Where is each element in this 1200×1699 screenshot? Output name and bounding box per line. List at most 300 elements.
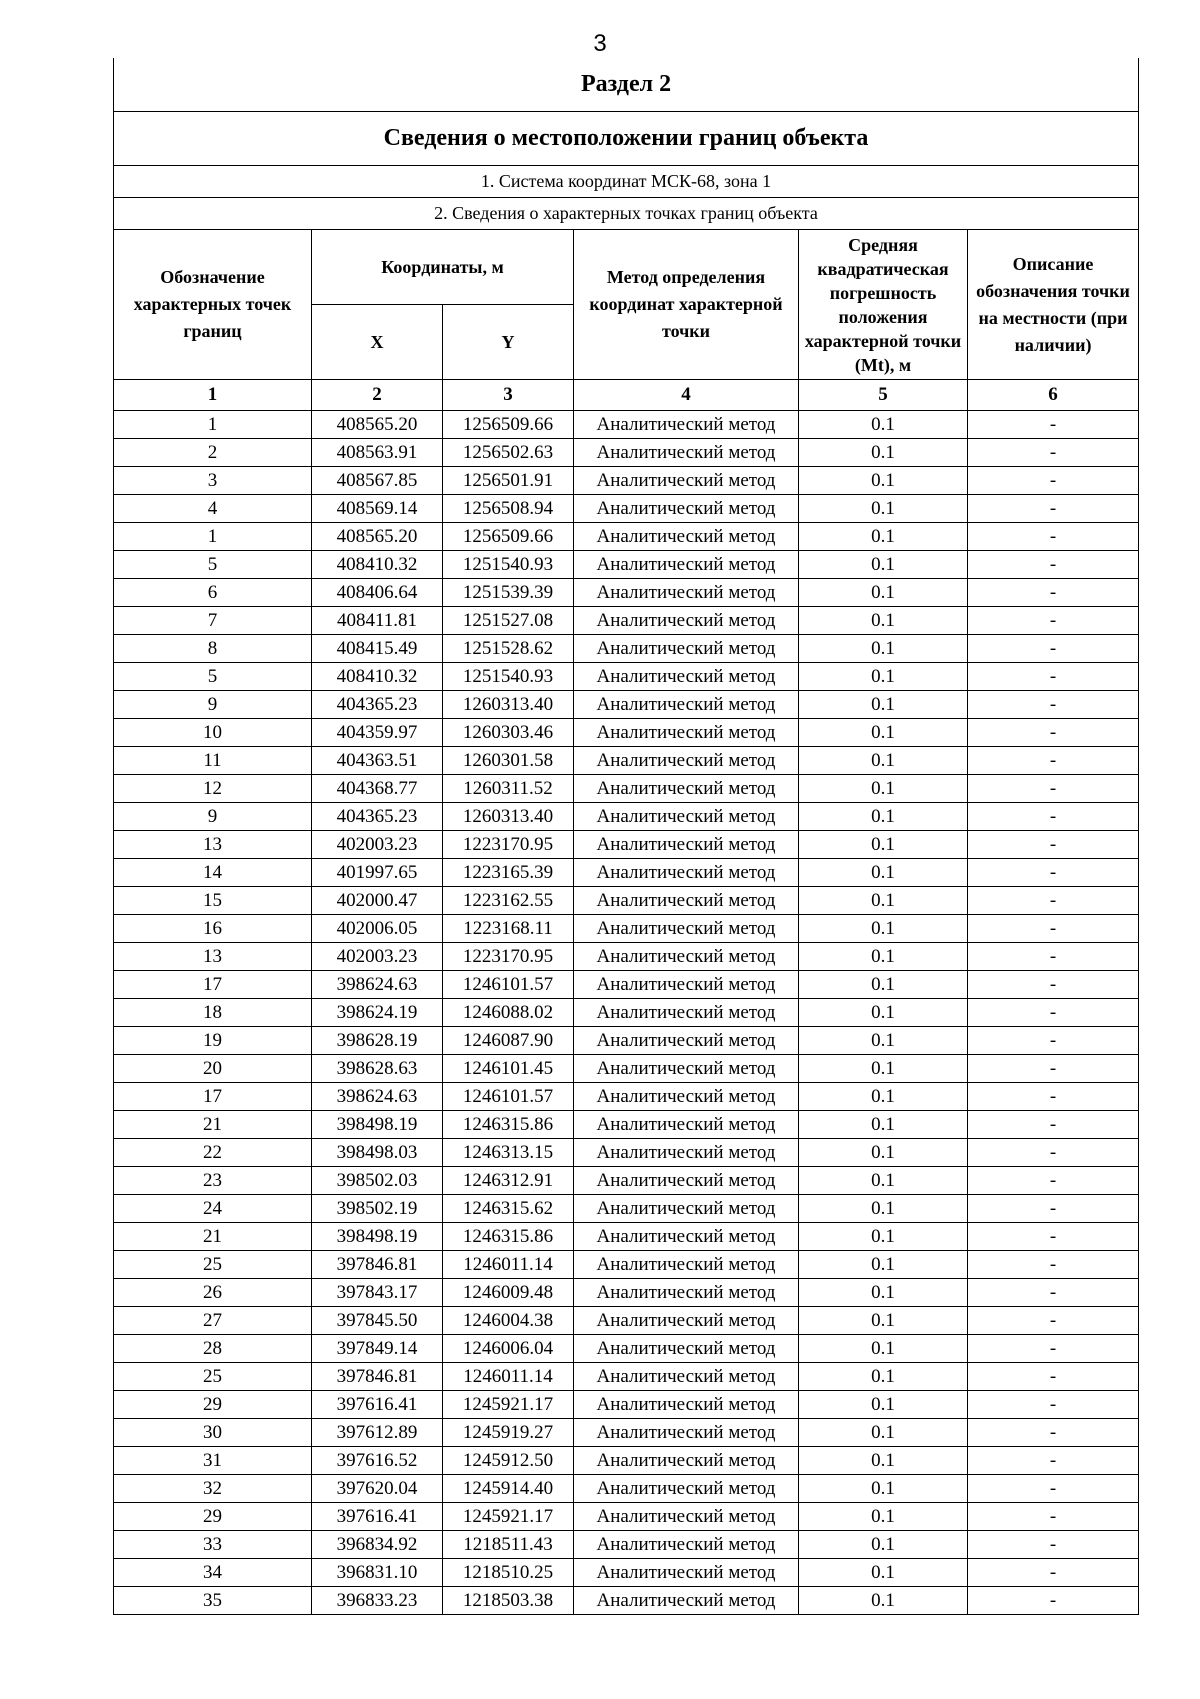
cell-method: Аналитический метод bbox=[574, 775, 799, 803]
cell-x: 404365.23 bbox=[312, 691, 443, 719]
cell-y: 1223162.55 bbox=[443, 887, 574, 915]
table-row bbox=[114, 1223, 1139, 1251]
cell-y: 1218503.38 bbox=[443, 1587, 574, 1615]
cell-point-number: 22 bbox=[114, 1139, 312, 1167]
cell-point-number: 1 bbox=[114, 411, 312, 439]
cell-point-number: 13 bbox=[114, 943, 312, 971]
table-row bbox=[114, 607, 1139, 635]
cell-description: - bbox=[968, 775, 1139, 803]
cell-point-number: 18 bbox=[114, 999, 312, 1027]
cell-description: - bbox=[968, 803, 1139, 831]
table-row bbox=[114, 1111, 1139, 1139]
column-number: 3 bbox=[443, 380, 574, 411]
document-title: Сведения о местоположении границ объекта bbox=[114, 112, 1139, 166]
column-number: 2 bbox=[312, 380, 443, 411]
cell-y: 1251528.62 bbox=[443, 635, 574, 663]
cell-description: - bbox=[968, 1307, 1139, 1335]
cell-error: 0.1 bbox=[799, 1363, 968, 1391]
table-row bbox=[114, 467, 1139, 495]
cell-method: Аналитический метод bbox=[574, 1503, 799, 1531]
header-method: Метод определения координат характерной точки bbox=[574, 230, 799, 380]
column-number: 6 bbox=[968, 380, 1139, 411]
cell-point-number: 26 bbox=[114, 1279, 312, 1307]
cell-description: - bbox=[968, 411, 1139, 439]
cell-y: 1223165.39 bbox=[443, 859, 574, 887]
cell-y: 1246009.48 bbox=[443, 1279, 574, 1307]
cell-error: 0.1 bbox=[799, 579, 968, 607]
cell-description: - bbox=[968, 1503, 1139, 1531]
cell-x: 408565.20 bbox=[312, 523, 443, 551]
header-y: Y bbox=[443, 305, 574, 380]
cell-error: 0.1 bbox=[799, 467, 968, 495]
table-row bbox=[114, 1587, 1139, 1615]
cell-error: 0.1 bbox=[799, 1027, 968, 1055]
column-number: 4 bbox=[574, 380, 799, 411]
cell-x: 397616.41 bbox=[312, 1503, 443, 1531]
cell-x: 404363.51 bbox=[312, 747, 443, 775]
cell-x: 398502.19 bbox=[312, 1195, 443, 1223]
cell-method: Аналитический метод bbox=[574, 1419, 799, 1447]
cell-point-number: 27 bbox=[114, 1307, 312, 1335]
cell-method: Аналитический метод bbox=[574, 495, 799, 523]
cell-y: 1246088.02 bbox=[443, 999, 574, 1027]
cell-method: Аналитический метод bbox=[574, 859, 799, 887]
cell-error: 0.1 bbox=[799, 635, 968, 663]
cell-method: Аналитический метод bbox=[574, 1223, 799, 1251]
cell-point-number: 31 bbox=[114, 1447, 312, 1475]
cell-method: Аналитический метод bbox=[574, 1251, 799, 1279]
cell-y: 1251540.93 bbox=[443, 551, 574, 579]
cell-description: - bbox=[968, 719, 1139, 747]
cell-method: Аналитический метод bbox=[574, 1055, 799, 1083]
cell-error: 0.1 bbox=[799, 1503, 968, 1531]
table-row bbox=[114, 915, 1139, 943]
cell-error: 0.1 bbox=[799, 1083, 968, 1111]
cell-error: 0.1 bbox=[799, 831, 968, 859]
cell-y: 1260313.40 bbox=[443, 803, 574, 831]
cell-point-number: 15 bbox=[114, 887, 312, 915]
cell-x: 397845.50 bbox=[312, 1307, 443, 1335]
cell-point-number: 13 bbox=[114, 831, 312, 859]
cell-point-number: 10 bbox=[114, 719, 312, 747]
cell-x: 404368.77 bbox=[312, 775, 443, 803]
cell-description: - bbox=[968, 1531, 1139, 1559]
table-row bbox=[114, 1279, 1139, 1307]
cell-description: - bbox=[968, 663, 1139, 691]
cell-error: 0.1 bbox=[799, 803, 968, 831]
cell-y: 1246312.91 bbox=[443, 1167, 574, 1195]
cell-y: 1251539.39 bbox=[443, 579, 574, 607]
cell-y: 1245914.40 bbox=[443, 1475, 574, 1503]
table-row bbox=[114, 1475, 1139, 1503]
cell-method: Аналитический метод bbox=[574, 915, 799, 943]
table-row bbox=[114, 663, 1139, 691]
cell-y: 1256509.66 bbox=[443, 523, 574, 551]
cell-method: Аналитический метод bbox=[574, 971, 799, 999]
cell-point-number: 30 bbox=[114, 1419, 312, 1447]
table-row bbox=[114, 1195, 1139, 1223]
cell-x: 396834.92 bbox=[312, 1531, 443, 1559]
table-row bbox=[114, 831, 1139, 859]
table-row bbox=[114, 1167, 1139, 1195]
table-row bbox=[114, 1055, 1139, 1083]
cell-method: Аналитический метод bbox=[574, 1027, 799, 1055]
table-row bbox=[114, 551, 1139, 579]
cell-error: 0.1 bbox=[799, 1587, 968, 1615]
cell-x: 398498.19 bbox=[312, 1111, 443, 1139]
cell-error: 0.1 bbox=[799, 1279, 968, 1307]
cell-error: 0.1 bbox=[799, 1419, 968, 1447]
cell-error: 0.1 bbox=[799, 1195, 968, 1223]
cell-error: 0.1 bbox=[799, 663, 968, 691]
cell-description: - bbox=[968, 915, 1139, 943]
cell-description: - bbox=[968, 1223, 1139, 1251]
cell-y: 1246011.14 bbox=[443, 1363, 574, 1391]
cell-method: Аналитический метод bbox=[574, 1531, 799, 1559]
cell-description: - bbox=[968, 1391, 1139, 1419]
cell-point-number: 12 bbox=[114, 775, 312, 803]
cell-x: 402006.05 bbox=[312, 915, 443, 943]
table-row bbox=[114, 1531, 1139, 1559]
cell-y: 1246313.15 bbox=[443, 1139, 574, 1167]
cell-error: 0.1 bbox=[799, 747, 968, 775]
cell-description: - bbox=[968, 495, 1139, 523]
cell-description: - bbox=[968, 1167, 1139, 1195]
cell-x: 404365.23 bbox=[312, 803, 443, 831]
cell-x: 408410.32 bbox=[312, 551, 443, 579]
page-number: 3 bbox=[593, 30, 607, 57]
table-row bbox=[114, 1391, 1139, 1419]
cell-y: 1218511.43 bbox=[443, 1531, 574, 1559]
cell-description: - bbox=[968, 887, 1139, 915]
table-row bbox=[114, 1251, 1139, 1279]
cell-x: 401997.65 bbox=[312, 859, 443, 887]
cell-description: - bbox=[968, 1559, 1139, 1587]
cell-error: 0.1 bbox=[799, 691, 968, 719]
cell-point-number: 3 bbox=[114, 467, 312, 495]
cell-error: 0.1 bbox=[799, 1167, 968, 1195]
cell-y: 1246101.45 bbox=[443, 1055, 574, 1083]
cell-y: 1260301.58 bbox=[443, 747, 574, 775]
table-row bbox=[114, 775, 1139, 803]
table-row bbox=[114, 635, 1139, 663]
cell-error: 0.1 bbox=[799, 971, 968, 999]
cell-description: - bbox=[968, 1447, 1139, 1475]
cell-description: - bbox=[968, 1083, 1139, 1111]
cell-x: 408565.20 bbox=[312, 411, 443, 439]
cell-method: Аналитический метод bbox=[574, 1111, 799, 1139]
cell-error: 0.1 bbox=[799, 887, 968, 915]
cell-point-number: 34 bbox=[114, 1559, 312, 1587]
cell-x: 397843.17 bbox=[312, 1279, 443, 1307]
cell-y: 1223170.95 bbox=[443, 943, 574, 971]
cell-point-number: 19 bbox=[114, 1027, 312, 1055]
table-row bbox=[114, 691, 1139, 719]
cell-x: 396833.23 bbox=[312, 1587, 443, 1615]
cell-method: Аналитический метод bbox=[574, 1475, 799, 1503]
cell-x: 408406.64 bbox=[312, 579, 443, 607]
cell-error: 0.1 bbox=[799, 495, 968, 523]
cell-method: Аналитический метод bbox=[574, 439, 799, 467]
cell-x: 397616.52 bbox=[312, 1447, 443, 1475]
cell-x: 397620.04 bbox=[312, 1475, 443, 1503]
cell-x: 402003.23 bbox=[312, 943, 443, 971]
cell-description: - bbox=[968, 1335, 1139, 1363]
cell-error: 0.1 bbox=[799, 1307, 968, 1335]
cell-point-number: 9 bbox=[114, 803, 312, 831]
cell-y: 1260311.52 bbox=[443, 775, 574, 803]
cell-method: Аналитический метод bbox=[574, 663, 799, 691]
cell-method: Аналитический метод bbox=[574, 831, 799, 859]
cell-point-number: 32 bbox=[114, 1475, 312, 1503]
cell-point-number: 17 bbox=[114, 971, 312, 999]
table-row bbox=[114, 1139, 1139, 1167]
cell-method: Аналитический метод bbox=[574, 747, 799, 775]
cell-method: Аналитический метод bbox=[574, 1279, 799, 1307]
cell-point-number: 17 bbox=[114, 1083, 312, 1111]
table-row bbox=[114, 1559, 1139, 1587]
cell-method: Аналитический метод bbox=[574, 467, 799, 495]
cell-description: - bbox=[968, 831, 1139, 859]
cell-method: Аналитический метод bbox=[574, 1139, 799, 1167]
table-row bbox=[114, 1363, 1139, 1391]
cell-point-number: 21 bbox=[114, 1223, 312, 1251]
table-row bbox=[114, 747, 1139, 775]
cell-x: 397846.81 bbox=[312, 1363, 443, 1391]
cell-x: 402000.47 bbox=[312, 887, 443, 915]
cell-error: 0.1 bbox=[799, 943, 968, 971]
cell-y: 1256508.94 bbox=[443, 495, 574, 523]
cell-x: 398502.03 bbox=[312, 1167, 443, 1195]
cell-description: - bbox=[968, 691, 1139, 719]
cell-point-number: 9 bbox=[114, 691, 312, 719]
cell-point-number: 6 bbox=[114, 579, 312, 607]
cell-x: 408415.49 bbox=[312, 635, 443, 663]
table-row bbox=[114, 411, 1139, 439]
cell-y: 1218510.25 bbox=[443, 1559, 574, 1587]
cell-method: Аналитический метод bbox=[574, 1083, 799, 1111]
table-row bbox=[114, 495, 1139, 523]
points-rows bbox=[114, 411, 1139, 1615]
cell-point-number: 25 bbox=[114, 1251, 312, 1279]
cell-error: 0.1 bbox=[799, 1447, 968, 1475]
cell-error: 0.1 bbox=[799, 1111, 968, 1139]
cell-description: - bbox=[968, 747, 1139, 775]
cell-error: 0.1 bbox=[799, 1391, 968, 1419]
cell-description: - bbox=[968, 1279, 1139, 1307]
cell-error: 0.1 bbox=[799, 719, 968, 747]
cell-y: 1246315.86 bbox=[443, 1223, 574, 1251]
cell-description: - bbox=[968, 635, 1139, 663]
table-row bbox=[114, 1083, 1139, 1111]
cell-y: 1245921.17 bbox=[443, 1391, 574, 1419]
cell-description: - bbox=[968, 1419, 1139, 1447]
table-row bbox=[114, 579, 1139, 607]
cell-y: 1223170.95 bbox=[443, 831, 574, 859]
cell-x: 398624.63 bbox=[312, 1083, 443, 1111]
cell-method: Аналитический метод bbox=[574, 1559, 799, 1587]
table-row bbox=[114, 1335, 1139, 1363]
cell-x: 398628.19 bbox=[312, 1027, 443, 1055]
cell-method: Аналитический метод bbox=[574, 1195, 799, 1223]
cell-y: 1251540.93 bbox=[443, 663, 574, 691]
cell-point-number: 25 bbox=[114, 1363, 312, 1391]
cell-y: 1246315.62 bbox=[443, 1195, 574, 1223]
cell-x: 397846.81 bbox=[312, 1251, 443, 1279]
cell-error: 0.1 bbox=[799, 775, 968, 803]
cell-point-number: 28 bbox=[114, 1335, 312, 1363]
coordinate-system-line: 1. Система координат МСК-68, зона 1 bbox=[114, 166, 1139, 198]
cell-x: 398498.03 bbox=[312, 1139, 443, 1167]
points-heading-line: 2. Сведения о характерных точках границ объекта bbox=[114, 198, 1139, 230]
cell-point-number: 23 bbox=[114, 1167, 312, 1195]
cell-error: 0.1 bbox=[799, 1531, 968, 1559]
cell-y: 1246101.57 bbox=[443, 971, 574, 999]
cell-y: 1246101.57 bbox=[443, 1083, 574, 1111]
table-row bbox=[114, 1307, 1139, 1335]
cell-method: Аналитический метод bbox=[574, 551, 799, 579]
cell-description: - bbox=[968, 1111, 1139, 1139]
cell-y: 1245919.27 bbox=[443, 1419, 574, 1447]
cell-method: Аналитический метод bbox=[574, 1167, 799, 1195]
table-row bbox=[114, 1027, 1139, 1055]
table-row bbox=[114, 971, 1139, 999]
cell-y: 1246006.04 bbox=[443, 1335, 574, 1363]
cell-y: 1246315.86 bbox=[443, 1111, 574, 1139]
cell-point-number: 21 bbox=[114, 1111, 312, 1139]
cell-error: 0.1 bbox=[799, 523, 968, 551]
cell-point-number: 11 bbox=[114, 747, 312, 775]
cell-y: 1256509.66 bbox=[443, 411, 574, 439]
cell-x: 402003.23 bbox=[312, 831, 443, 859]
cell-method: Аналитический метод bbox=[574, 1335, 799, 1363]
cell-point-number: 33 bbox=[114, 1531, 312, 1559]
table-row bbox=[114, 1447, 1139, 1475]
cell-x: 408563.91 bbox=[312, 439, 443, 467]
cell-method: Аналитический метод bbox=[574, 1587, 799, 1615]
cell-y: 1245921.17 bbox=[443, 1503, 574, 1531]
cell-description: - bbox=[968, 1195, 1139, 1223]
cell-description: - bbox=[968, 971, 1139, 999]
cell-point-number: 2 bbox=[114, 439, 312, 467]
cell-description: - bbox=[968, 1363, 1139, 1391]
cell-method: Аналитический метод bbox=[574, 1363, 799, 1391]
cell-point-number: 5 bbox=[114, 551, 312, 579]
table-row bbox=[114, 999, 1139, 1027]
header-description: Описание обозначения точки на местности (при наличии) bbox=[968, 230, 1139, 380]
cell-description: - bbox=[968, 579, 1139, 607]
cell-point-number: 1 bbox=[114, 523, 312, 551]
cell-error: 0.1 bbox=[799, 859, 968, 887]
cell-method: Аналитический метод bbox=[574, 607, 799, 635]
table-row bbox=[114, 439, 1139, 467]
cell-point-number: 5 bbox=[114, 663, 312, 691]
cell-method: Аналитический метод bbox=[574, 635, 799, 663]
cell-x: 408567.85 bbox=[312, 467, 443, 495]
cell-method: Аналитический метод bbox=[574, 887, 799, 915]
cell-y: 1256502.63 bbox=[443, 439, 574, 467]
cell-error: 0.1 bbox=[799, 1475, 968, 1503]
cell-x: 408410.32 bbox=[312, 663, 443, 691]
cell-error: 0.1 bbox=[799, 999, 968, 1027]
table-row bbox=[114, 719, 1139, 747]
cell-y: 1223168.11 bbox=[443, 915, 574, 943]
cell-method: Аналитический метод bbox=[574, 411, 799, 439]
cell-point-number: 16 bbox=[114, 915, 312, 943]
cell-point-number: 24 bbox=[114, 1195, 312, 1223]
cell-method: Аналитический метод bbox=[574, 579, 799, 607]
cell-error: 0.1 bbox=[799, 1055, 968, 1083]
header-x: X bbox=[312, 305, 443, 380]
cell-method: Аналитический метод bbox=[574, 1391, 799, 1419]
table-row bbox=[114, 1503, 1139, 1531]
cell-description: - bbox=[968, 467, 1139, 495]
cell-point-number: 29 bbox=[114, 1391, 312, 1419]
cell-description: - bbox=[968, 439, 1139, 467]
cell-description: - bbox=[968, 943, 1139, 971]
cell-method: Аналитический метод bbox=[574, 691, 799, 719]
cell-error: 0.1 bbox=[799, 1251, 968, 1279]
cell-y: 1246087.90 bbox=[443, 1027, 574, 1055]
cell-error: 0.1 bbox=[799, 1139, 968, 1167]
cell-error: 0.1 bbox=[799, 411, 968, 439]
header-mean-error: Средняя квадратическая погрешность положения характерной точки (Mt), м bbox=[799, 230, 968, 380]
cell-x: 396831.10 bbox=[312, 1559, 443, 1587]
cell-description: - bbox=[968, 523, 1139, 551]
column-number: 5 bbox=[799, 380, 968, 411]
cell-x: 398628.63 bbox=[312, 1055, 443, 1083]
cell-y: 1256501.91 bbox=[443, 467, 574, 495]
table-row bbox=[114, 1419, 1139, 1447]
cell-y: 1251527.08 bbox=[443, 607, 574, 635]
cell-description: - bbox=[968, 1587, 1139, 1615]
cell-description: - bbox=[968, 859, 1139, 887]
cell-x: 397612.89 bbox=[312, 1419, 443, 1447]
cell-y: 1260303.46 bbox=[443, 719, 574, 747]
cell-description: - bbox=[968, 607, 1139, 635]
cell-x: 397849.14 bbox=[312, 1335, 443, 1363]
cell-method: Аналитический метод bbox=[574, 999, 799, 1027]
cell-description: - bbox=[968, 1251, 1139, 1279]
cell-description: - bbox=[968, 1027, 1139, 1055]
cell-error: 0.1 bbox=[799, 551, 968, 579]
table-row bbox=[114, 943, 1139, 971]
cell-description: - bbox=[968, 1055, 1139, 1083]
cell-error: 0.1 bbox=[799, 607, 968, 635]
table-row bbox=[114, 887, 1139, 915]
cell-point-number: 4 bbox=[114, 495, 312, 523]
cell-error: 0.1 bbox=[799, 915, 968, 943]
cell-method: Аналитический метод bbox=[574, 943, 799, 971]
cell-error: 0.1 bbox=[799, 1223, 968, 1251]
cell-point-number: 14 bbox=[114, 859, 312, 887]
cell-method: Аналитический метод bbox=[574, 719, 799, 747]
cell-y: 1246004.38 bbox=[443, 1307, 574, 1335]
cell-method: Аналитический метод bbox=[574, 523, 799, 551]
boundary-points-table bbox=[113, 58, 1139, 1615]
cell-y: 1246011.14 bbox=[443, 1251, 574, 1279]
cell-point-number: 35 bbox=[114, 1587, 312, 1615]
cell-description: - bbox=[968, 999, 1139, 1027]
cell-x: 397616.41 bbox=[312, 1391, 443, 1419]
cell-description: - bbox=[968, 1139, 1139, 1167]
cell-point-number: 29 bbox=[114, 1503, 312, 1531]
cell-x: 398624.63 bbox=[312, 971, 443, 999]
cell-method: Аналитический метод bbox=[574, 1307, 799, 1335]
cell-x: 408411.81 bbox=[312, 607, 443, 635]
cell-method: Аналитический метод bbox=[574, 1447, 799, 1475]
header-coordinates: Координаты, м bbox=[312, 230, 574, 305]
